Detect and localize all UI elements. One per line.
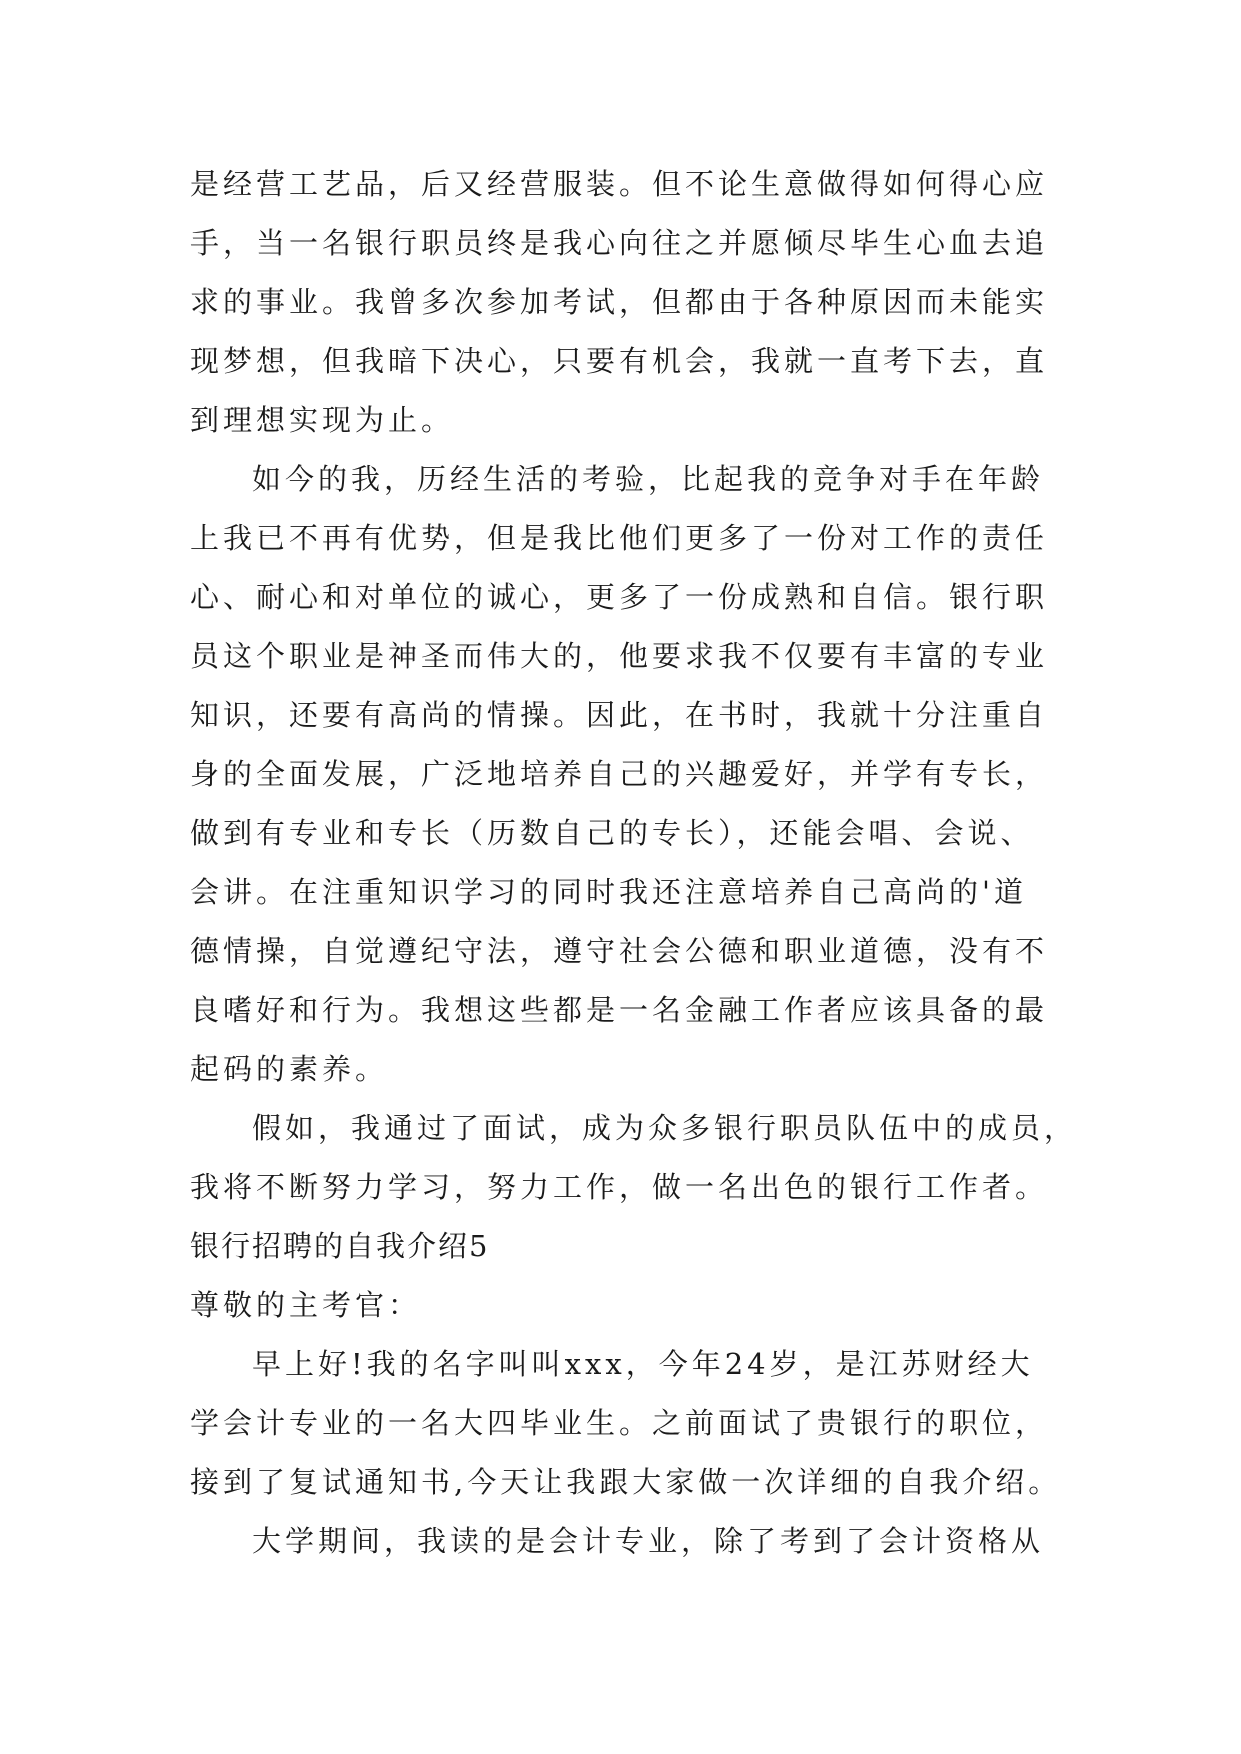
paragraph-line: 如今的我，历经生活的考验，比起我的竞争对手在年龄 <box>252 462 1045 496</box>
paragraph-line: 知识，还要有高尚的情操。因此，在书时，我就十分注重自 <box>190 698 1049 732</box>
paragraph-line: 到理想实现为止。 <box>190 403 455 437</box>
paragraph-line: 大学期间，我读的是会计专业，除了考到了会计资格从 <box>252 1524 1045 1558</box>
paragraph-line: 会讲。在注重知识学习的同时我还注意培养自己高尚的'道 <box>190 875 1027 909</box>
paragraph-line: 是经营工艺品，后又经营服装。但不论生意做得如何得心应 <box>190 167 1049 201</box>
paragraph-line: 身的全面发展，广泛地培养自己的兴趣爱好，并学有专长， <box>190 757 1049 791</box>
salutation: 尊敬的主考官： <box>190 1288 422 1322</box>
paragraph-line: 手，当一名银行职员终是我心向往之并愿倾尽毕生心血去追 <box>190 226 1049 260</box>
paragraph-line: 假如，我通过了面试，成为众多银行职员队伍中的成员， <box>252 1111 1078 1145</box>
paragraph-line: 做到有专业和专长（历数自己的专长），还能会唱、会说、 <box>190 816 1034 850</box>
paragraph-line: 接到了复试通知书,今天让我跟大家做一次详细的自我介绍。 <box>190 1465 1062 1499</box>
paragraph-line: 良嗜好和行为。我想这些都是一名金融工作者应该具备的最 <box>190 993 1049 1027</box>
paragraph-line: 我将不断努力学习，努力工作，做一名出色的银行工作者。 <box>190 1170 1049 1204</box>
section-heading: 银行招聘的自我介绍5 <box>190 1229 490 1263</box>
paragraph-line: 求的事业。我曾多次参加考试，但都由于各种原因而未能实 <box>190 285 1049 319</box>
paragraph-line: 起码的素养。 <box>190 1052 389 1086</box>
paragraph-line: 学会计专业的一名大四毕业生。之前面试了贵银行的职位， <box>190 1406 1049 1440</box>
paragraph-line: 现梦想，但我暗下决心，只要有机会，我就一直考下去，直 <box>190 344 1049 378</box>
paragraph-line: 上我已不再有优势，但是我比他们更多了一份对工作的责任 <box>190 521 1049 555</box>
paragraph-line: 德情操，自觉遵纪守法，遵守社会公德和职业道德，没有不 <box>190 934 1049 968</box>
paragraph-line: 早上好!我的名字叫叫xxx，今年24岁，是江苏财经大 <box>252 1347 1034 1381</box>
paragraph-line: 员这个职业是神圣而伟大的，他要求我不仅要有丰富的专业 <box>190 639 1049 673</box>
document-body <box>190 155 1078 1571</box>
paragraph-line: 心、耐心和对单位的诚心，更多了一份成熟和自信。银行职 <box>190 580 1049 614</box>
